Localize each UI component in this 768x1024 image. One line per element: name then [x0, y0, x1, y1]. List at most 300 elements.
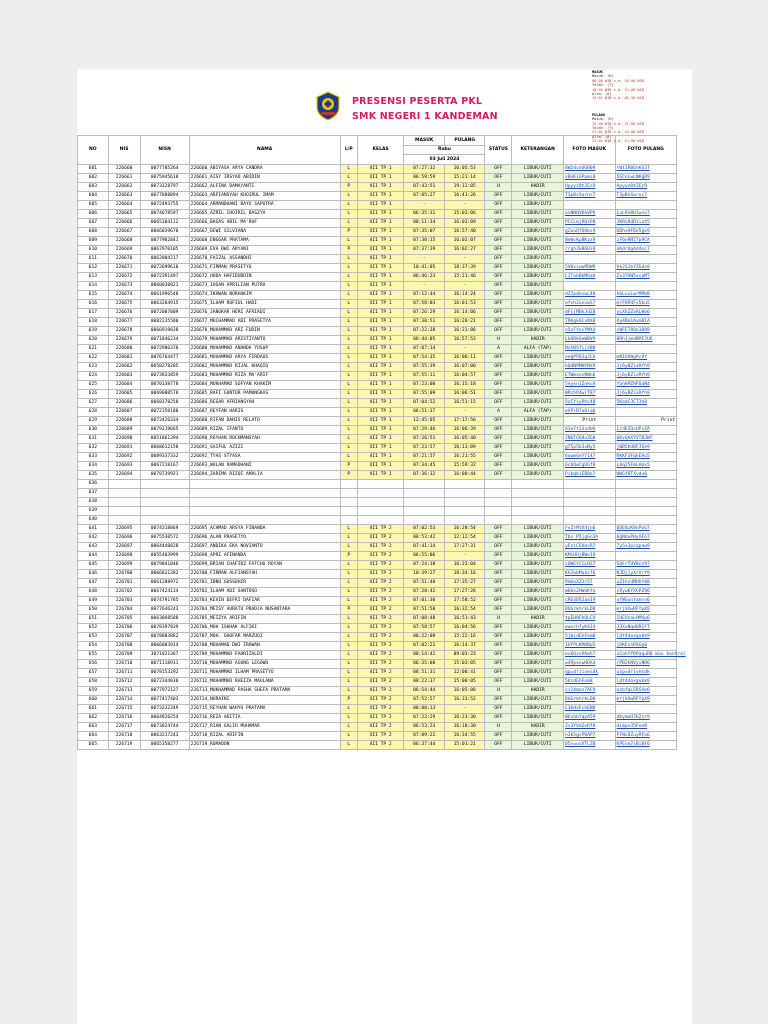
row-time-in: 12:45:05 — [404, 417, 445, 426]
row-keterangan: LIBUR/CUTI — [512, 309, 564, 318]
row-name: 226662_ALFINA DAMAYANTI — [189, 183, 340, 192]
row-name: 226684_MUKHAMAD SOFYAN KHAKIM — [189, 381, 340, 390]
row-gender: L — [340, 534, 357, 543]
row-class: XII TP 1 — [357, 462, 404, 471]
table-row — [78, 300, 677, 309]
row-status — [485, 507, 512, 516]
row-status: OFF — [485, 300, 512, 309]
row-name: 226672_HUDA HAFIDUDDIN — [189, 273, 340, 282]
table-row — [78, 453, 677, 462]
row-photo-in-link[interactable]: xBeKi6Ppms0 — [564, 174, 616, 183]
row-time-in: - — [404, 201, 445, 210]
row-no: 655 — [78, 651, 109, 660]
row-nisn: 0073328797 — [140, 183, 189, 192]
row-photo-out-link[interactable]: L8q25FmLAUx5 — [615, 462, 676, 471]
row-gender: L — [340, 309, 357, 318]
row-no: 620 — [78, 336, 109, 345]
row-photo-in-link[interactable]: 5jbidEhFom8 — [564, 633, 616, 642]
row-class: XII TP 1 — [357, 300, 404, 309]
row-status: OFF — [485, 309, 512, 318]
row-photo-out-link[interactable]: uCohYYDPaquR8 mau kontrol — [615, 651, 676, 660]
row-photo-out-link[interactable]: bKvQAXYVTBJW7 — [615, 435, 676, 444]
row-photo-in-link[interactable]: dZ2pdocwL48 — [564, 291, 616, 300]
row-keterangan: LIBUR/CUTI — [512, 561, 564, 570]
row-photo-out-link[interactable]: usp=drivesdk — [615, 669, 676, 678]
row-photo-out-link[interactable]: uZ1hcdMHht88 — [615, 579, 676, 588]
row-photo-in-link[interactable]: WeWcKpBKzx9 — [564, 237, 616, 246]
row-time-in: 07:28:42 — [404, 588, 445, 597]
row-photo-in-link[interactable]: cR63DS2ao19 — [564, 597, 616, 606]
row-time-in: 07:36:32 — [404, 471, 445, 480]
row-photo-in-link[interactable]: PCCLmjRQsP8 — [564, 219, 616, 228]
row-name: 226713_MUKHAMMAD PASHA SHEFA PRATAMA — [189, 687, 340, 696]
row-gender: L — [340, 273, 357, 282]
row-photo-out-link[interactable]: T3pBzSornc7 — [615, 192, 676, 201]
row-photo-in-link[interactable]: xvNNQVDkVP9 — [564, 210, 616, 219]
row-keterangan: LIBUR/CUTI — [512, 255, 564, 264]
row-nis: 226702 — [108, 588, 140, 597]
legend-line: 13.00 WIB s.d. 21.00 WIB — [592, 121, 644, 126]
row-photo-in-link[interactable]: T3pBzSornc7 — [564, 192, 616, 201]
row-photo-out-link[interactable]: ldf44oxgubk9 — [615, 633, 676, 642]
row-photo-in-link[interactable]: qp=driivesdk — [564, 669, 616, 678]
row-name: 226711_MOHAMMAD ILHAM PRASETYO — [189, 669, 340, 678]
row-nis: 226691 — [108, 444, 140, 453]
row-keterangan: LIBUR/CUTI — [512, 390, 564, 399]
row-photo-in-link[interactable]: afvh2uxxwS7 — [564, 300, 616, 309]
row-status: OFF — [485, 633, 512, 642]
row-class: XII TP 2 — [357, 678, 404, 687]
row-no: 657 — [78, 669, 109, 678]
row-photo-in-link[interactable]: m6be2HWaKfo — [564, 588, 616, 597]
row-status: OFF — [485, 165, 512, 174]
row-photo-out-link[interactable]: KPEsm7sBiBY6 — [615, 741, 676, 750]
row-photo-in-link[interactable]: D5vuusVTLZ8 — [564, 741, 616, 750]
row-no: 638 — [78, 498, 109, 507]
row-photo-in-link[interactable]: 6cbQwCgUGf8 — [564, 462, 616, 471]
row-photo-out-link[interactable]: dbymoH7b2zr9 — [615, 714, 676, 723]
row-name: 226690_ROYHAN ROCHMANSYAH — [189, 435, 340, 444]
row-keterangan: LIBUR/CUTI — [512, 228, 564, 237]
row-no: 603 — [78, 183, 109, 192]
row-photo-in-link[interactable]: 9mUaXZ1r57 — [564, 579, 616, 588]
row-photo-in-link — [564, 480, 616, 489]
row-keterangan: LIBUR/CUTI — [512, 642, 564, 651]
row-no: 646 — [78, 570, 109, 579]
row-photo-out-link[interactable]: mN1bhWgAc8Y — [615, 354, 676, 363]
attendance-sheet — [77, 69, 692, 1024]
row-photo-in-link[interactable]: ewerh7yK4J4 — [564, 624, 616, 633]
row-photo-out-link[interactable]: YonkMZHFQaN4 — [615, 381, 676, 390]
row-no: 611 — [78, 255, 109, 264]
row-nisn: 0068378258 — [140, 399, 189, 408]
row-class: XII TP 2 — [357, 723, 404, 732]
row-nisn: 0058278205 — [140, 363, 189, 372]
row-photo-out-link[interactable]: 5KodC3CT3h8 — [615, 399, 676, 408]
row-photo-in-link[interactable]: DUGrkhrkLD8 — [564, 606, 616, 615]
row-photo-in-link[interactable]: ETWmxxsNNn6 — [564, 372, 616, 381]
table-row — [78, 534, 677, 543]
row-photo-in-link[interactable]: g75p5b3uNy5 — [564, 444, 616, 453]
row-no: 639 — [78, 507, 109, 516]
row-photo-out-link[interactable]: xfWGunYamrn6 — [615, 597, 676, 606]
row-photo-in-link[interactable]: TRKgk6CvNX8 — [564, 318, 616, 327]
row-photo-out-link[interactable]: Jj6yBZixRfh9 — [615, 372, 676, 381]
legend-line: Masuk: (H) — [592, 117, 614, 122]
row-photo-out-link[interactable]: zF6nRM27p9CA — [615, 237, 676, 246]
row-class: XII TP 1 — [357, 318, 404, 327]
row-photo-out-link[interactable]: c9yw6YXGPZ96 — [615, 588, 676, 597]
row-time-in: 08:14:42 — [404, 651, 445, 660]
row-name: 226712_MOHAMMAD RHEIZA MAULANA — [189, 678, 340, 687]
row-class: XII TP 1 — [357, 201, 404, 210]
row-name: 226665_AZRIL CHOIRIL BASZYA — [189, 210, 340, 219]
row-photo-out-link[interactable]: Jj6yBZixRfh9 — [615, 390, 676, 399]
row-photo-in-link[interactable]: NzhBSfijzB8 — [564, 345, 616, 354]
row-nisn: 0075530572 — [140, 534, 189, 543]
row-no: 627 — [78, 399, 109, 408]
row-nis: 226678 — [108, 327, 140, 336]
row-nis: 226711 — [108, 669, 140, 678]
row-photo-in-link[interactable]: 5V6xiwwPDW9 — [564, 264, 616, 273]
row-status: OFF — [485, 390, 512, 399]
row-photo-out-link[interactable]: 33XvNqdQRCF7 — [615, 624, 676, 633]
row-status: OFF — [485, 435, 512, 444]
row-keterangan: LIBUR/CUTI — [512, 669, 564, 678]
row-photo-in-link[interactable]: C3bdvFchEN8 — [564, 705, 616, 714]
row-status: OFF — [485, 228, 512, 237]
row-nis: 226703 — [108, 597, 140, 606]
row-nisn: 0063264915 — [140, 300, 189, 309]
row-no: 643 — [78, 543, 109, 552]
row-photo-out-link[interactable]: rPB2kNVyiNR6 — [615, 660, 676, 669]
row-no: 661 — [78, 705, 109, 714]
row-photo-in-link[interactable]: Tbs P5jgGn3A — [564, 534, 616, 543]
row-gender: L — [340, 291, 357, 300]
row-photo-in-link[interactable]: PibqkiEBQo7 — [564, 471, 616, 480]
row-photo-in-link[interactable]: es6QzvPAoh7 — [564, 651, 616, 660]
row-photo-out-link[interactable]: 6qNduPUyXFo7 — [615, 534, 676, 543]
row-photo-in-link[interactable]: w49pxxwHDX4 — [564, 660, 616, 669]
row-photo-in-link[interactable]: LbARkGeWBV9 — [564, 336, 616, 345]
table-row — [78, 165, 677, 174]
row-class: XII TP 1 — [357, 408, 404, 417]
row-photo-out-link[interactable]: 5GCnLwLNKgR9 — [615, 174, 676, 183]
row-status: OFF — [485, 570, 512, 579]
row-time-out: 16:57:40 — [444, 228, 485, 237]
row-photo-out-link[interactable]: BRh1jmdBMFJU6 — [615, 336, 676, 345]
row-photo-out-link[interactable]: rWt1R0GnKS3T — [615, 165, 676, 174]
row-photo-in-link[interactable]: Zv3YVm2eRf8 — [564, 723, 616, 732]
row-keterangan: LIBUR/CUTI — [512, 300, 564, 309]
row-time-in: 07:27:32 — [404, 165, 445, 174]
row-photo-out-link[interactable]: Vk2S1bfZGdz8 — [615, 264, 676, 273]
row-keterangan: LIBUR/CUTI — [512, 174, 564, 183]
row-nis: 226692 — [108, 453, 140, 462]
row-no: 612 — [78, 264, 109, 273]
row-no: 614 — [78, 282, 109, 291]
row-time-in: 06:35:08 — [404, 660, 445, 669]
row-time-in: 07:26:51 — [404, 435, 445, 444]
row-name: 226702_ILHAM ADI SANTOSO — [189, 588, 340, 597]
row-no: 653 — [78, 633, 109, 642]
row-time-out: 16:07:00 — [444, 363, 485, 372]
row-photo-in-link[interactable]: rrghJkBGHi8 — [564, 246, 616, 255]
row-photo-in-link[interactable]: Hpyyz8t2Ec9 — [564, 183, 616, 192]
row-name: 226707_MOH. GHOFAR MARZUQI — [189, 633, 340, 642]
table-row — [78, 345, 677, 354]
row-photo-in-link[interactable]: gZuuQfQUbs9 — [564, 228, 616, 237]
row-photo-in-link[interactable]: 1UfPLKMUBp5 — [564, 642, 616, 651]
row-no: 623 — [78, 363, 109, 372]
row-photo-out-link[interactable]: FFNs8ZuyRFo6 — [615, 732, 676, 741]
row-nisn: 0073833859 — [140, 372, 189, 381]
row-photo-in-link[interactable]: W6sbbYqpA59 — [564, 714, 616, 723]
row-nisn: 0063217243 — [140, 732, 189, 741]
row-nisn: 0074318869 — [140, 525, 189, 534]
row-photo-in-link[interactable]: JN6TGG9vZG8 — [564, 435, 616, 444]
row-photo-out-link[interactable]: Hpyyz8t2Ec9 — [615, 183, 676, 192]
table-row — [78, 498, 677, 507]
row-class: XII TP 1 — [357, 390, 404, 399]
row-no: 602 — [78, 174, 109, 183]
row-gender: P — [340, 183, 357, 192]
row-photo-out-link[interactable]: RKKF3FqhEAu5 — [615, 453, 676, 462]
row-nisn: 0075945618 — [140, 174, 189, 183]
row-nis: 226674 — [108, 291, 140, 300]
row-keterangan: LIBUR/CUTI — [512, 246, 564, 255]
row-keterangan: LIBUR/CUTI — [512, 444, 564, 453]
row-gender: L — [340, 579, 357, 588]
row-class: XII TP 1 — [357, 255, 404, 264]
row-photo-in-link[interactable]: sUWEYCCLRZ7 — [564, 561, 616, 570]
row-photo-in-link[interactable]: yFziCEHacR7 — [564, 543, 616, 552]
table-row — [78, 255, 677, 264]
row-status: OFF — [485, 273, 512, 282]
row-class — [357, 507, 404, 516]
row-photo-in-link[interactable]: X1e7t33sdUA — [564, 426, 616, 435]
row-status: OFF — [485, 588, 512, 597]
row-gender: L — [340, 318, 357, 327]
row-photo-out-link[interactable]: IrdEZQcUPsZA — [615, 426, 676, 435]
row-gender — [340, 507, 357, 516]
row-photo-in-link[interactable]: Kh2wbMuasf6 — [564, 570, 616, 579]
row-nisn: 0072986370 — [140, 345, 189, 354]
row-photo-out-link[interactable]: jWB5hUBFJGk9 — [615, 444, 676, 453]
row-photo-in-link[interactable]: e5zFYeiYMX4 — [564, 327, 616, 336]
row-keterangan: LIBUR/CUTI — [512, 327, 564, 336]
row-keterangan: LIBUR/CUTI — [512, 552, 564, 561]
table-row — [78, 633, 677, 642]
row-gender: L — [340, 255, 357, 264]
row-name: 226692_TYAS STYASA — [189, 453, 340, 462]
row-photo-out-link[interactable]: mrjVXwRFYpX9 — [615, 606, 676, 615]
row-keterangan: LIBUR/CUTI — [512, 525, 564, 534]
row-class: XII TP 1 — [357, 426, 404, 435]
row-photo-out-link[interactable]: NJDjjyXrVrY9 — [615, 570, 676, 579]
row-photo-out-link[interactable]: bDE8zK8nPoG7 — [615, 525, 676, 534]
row-nis: 226666 — [108, 219, 140, 228]
row-photo-out-link[interactable]: dLmpv35Fee8 — [615, 723, 676, 732]
row-photo-in-link[interactable]: FvZrMtX4jn6 — [564, 525, 616, 534]
row-nisn: 0064440828 — [140, 543, 189, 552]
row-photo-out-link[interactable]: LuLRnBU1wvo7 — [615, 210, 676, 219]
row-photo-in-link[interactable]: LJTobBbMGaA — [564, 273, 616, 282]
row-photo-out-link[interactable]: 7y5s3pcqpaw9 — [615, 543, 676, 552]
row-time-out: - — [444, 552, 485, 561]
row-photo-in-link[interactable]: DUGrkhrkLD8 — [564, 696, 616, 705]
row-nis: 226710 — [108, 660, 140, 669]
row-nisn: 0065358277 — [140, 741, 189, 750]
row-photo-out-link[interactable]: cWFF78Qo1B89 — [615, 327, 676, 336]
row-time-in: 06:44:05 — [404, 336, 445, 345]
row-photo-in-link[interactable]: 5bidEhFom8 — [564, 678, 616, 687]
table-row — [78, 309, 677, 318]
row-nis: 226661 — [108, 174, 140, 183]
row-photo-in-link[interactable]: n3k5gcP6AP7 — [564, 732, 616, 741]
row-status: OFF — [485, 201, 512, 210]
row-photo-out-link[interactable]: nKdrUgAd4nc7 — [615, 246, 676, 255]
row-nis: 226694 — [108, 471, 140, 480]
row-class: XII TP 2 — [357, 606, 404, 615]
row-class — [357, 498, 404, 507]
row-nisn — [140, 489, 189, 498]
row-time-out: 16:14:24 — [444, 291, 485, 300]
row-nis: 226667 — [108, 228, 140, 237]
row-photo-in-link[interactable]: 5eyxn1ZnkcA — [564, 381, 616, 390]
row-photo-in-link[interactable]: KMiUUjBWx19 — [564, 552, 616, 561]
row-nis: 226675 — [108, 300, 140, 309]
legend-line: Telat: (T) — [592, 126, 614, 131]
row-photo-out-link[interactable]: jDKEcoRXGp8 — [615, 642, 676, 651]
row-photo-out-link[interactable]: DDhvHFBe5gv9 — [615, 228, 676, 237]
row-photo-in-link[interactable]: 6uwmGeYY147 — [564, 453, 616, 462]
row-photo-in-link[interactable]: bQdN9MHFNX9 — [564, 363, 616, 372]
row-photo-out-link[interactable]: hbLuuiwrMRU8 — [615, 291, 676, 300]
row-gender: L — [340, 651, 357, 660]
row-name: 226676_JANGKAR HERI AFRIADI — [189, 309, 340, 318]
row-gender: L — [340, 210, 357, 219]
row-name: 226710_MOHAMMAD AGUNG LEGOWO — [189, 660, 340, 669]
table-row — [78, 201, 677, 210]
row-name: 226682_MUHAMMAD RIJAL KHAQIQ — [189, 363, 340, 372]
row-time-out: - — [444, 705, 485, 714]
row-photo-out-link[interactable]: Zx37UW5vsaM7 — [615, 273, 676, 282]
table-row — [78, 525, 677, 534]
row-time-out: 16:32:54 — [444, 606, 485, 615]
row-nisn: 0067218167 — [140, 462, 189, 471]
row-photo-in-link[interactable]: ci24mez7AF9 — [564, 687, 616, 696]
table-row — [78, 462, 677, 471]
row-photo-out-link — [615, 498, 676, 507]
row-gender: L — [340, 381, 357, 390]
row-photo-out-link[interactable]: Xu4Rm1AxmB1A — [615, 318, 676, 327]
row-class: XII TP 2 — [357, 714, 404, 723]
row-photo-out-link[interactable]: IHEUsoLHMXp6 — [615, 615, 676, 624]
row-time-out: 16:15:18 — [444, 381, 485, 390]
row-class: XII TP 1 — [357, 246, 404, 255]
row-time-in — [404, 489, 445, 498]
row-nisn: 0066831382 — [140, 570, 189, 579]
row-class: XII TP 1 — [357, 291, 404, 300]
row-gender: L — [340, 426, 357, 435]
row-photo-in-link[interactable]: eeqPF8JqJCA — [564, 354, 616, 363]
row-photo-out-link[interactable]: WWGfBTXvdx6 — [615, 471, 676, 480]
row-gender — [340, 516, 357, 525]
row-name: 226695_ACHMAD ARSYA FINANDA — [189, 525, 340, 534]
row-photo-out-link[interactable]: yLXhZZoALWo6 — [615, 309, 676, 318]
row-photo-out-link[interactable]: mrF894Fx5bu5 — [615, 300, 676, 309]
row-photo-in-link[interactable]: WRzhP4wiT87 — [564, 390, 616, 399]
row-gender: L — [340, 264, 357, 273]
row-photo-in-link[interactable]: dFcjMBkJd28 — [564, 309, 616, 318]
row-time-in: 06:37:44 — [404, 741, 445, 750]
row-photo-out-link[interactable]: mrjVXwRFYpX9 — [615, 696, 676, 705]
table-row — [78, 732, 677, 741]
row-status: OFF — [485, 678, 512, 687]
row-keterangan: LIBUR/CUTI — [512, 741, 564, 750]
row-time-in: 10:41:05 — [404, 264, 445, 273]
row-nis: 226671 — [108, 264, 140, 273]
row-time-in: 07:05:27 — [404, 192, 445, 201]
row-photo-in-link[interactable]: eVPiB7a6iqb — [564, 408, 616, 417]
table-row — [78, 183, 677, 192]
table-row — [78, 705, 677, 714]
row-photo-in-link[interactable]: 5xCYiyPhc48 — [564, 399, 616, 408]
row-keterangan: LIBUR/CUTI — [512, 579, 564, 588]
row-time-out: 16:06:11 — [444, 354, 485, 363]
row-nis: 226669 — [108, 246, 140, 255]
row-no: 621 — [78, 345, 109, 354]
row-status — [485, 516, 512, 525]
row-status: H — [485, 687, 512, 696]
row-no: 649 — [78, 597, 109, 606]
row-no: 642 — [78, 534, 109, 543]
row-class: XII TP 1 — [357, 219, 404, 228]
row-photo-out-link[interactable]: ldf44oxgubk9 — [615, 678, 676, 687]
row-gender: L — [340, 201, 357, 210]
row-photo-out-link[interactable]: SQFrTUVBcz97 — [615, 561, 676, 570]
row-photo-in-link[interactable]: 8W2dceUGH09 — [564, 165, 616, 174]
table-row — [78, 561, 677, 570]
row-keterangan: LIBUR/CUTI — [512, 201, 564, 210]
table-row — [78, 480, 677, 489]
row-time-in: 06:51:37 — [404, 408, 445, 417]
row-status: OFF — [485, 597, 512, 606]
row-status: OFF — [485, 543, 512, 552]
row-name: 226719_ROMADON — [189, 741, 340, 750]
row-photo-out-link[interactable]: Jj6yBZixRfh9 — [615, 363, 676, 372]
row-name: 226716_REZA ADITIA — [189, 714, 340, 723]
row-time-in: 07:07:14 — [404, 345, 445, 354]
table-row — [78, 417, 677, 426]
row-keterangan: LIBUR/CUTI — [512, 633, 564, 642]
row-photo-out-link[interactable]: JKRsRdD1iut5 — [615, 219, 676, 228]
row-nis: 226704 — [108, 606, 140, 615]
row-keterangan: LIBUR/CUTI — [512, 543, 564, 552]
row-no: 609 — [78, 237, 109, 246]
row-nisn: 0060038821 — [140, 282, 189, 291]
row-no: 605 — [78, 201, 109, 210]
row-nisn: 0073232349 — [140, 705, 189, 714]
row-time-in: 07:02:21 — [404, 642, 445, 651]
row-name: 226700_FIRMAN ALFIANSYAH — [189, 570, 340, 579]
row-photo-in-link[interactable]: tpEH8FhQLC9 — [564, 615, 616, 624]
row-time-out — [444, 498, 485, 507]
row-nis: 226712 — [108, 678, 140, 687]
row-photo-out-link[interactable]: ozbfqLSRS4e6 — [615, 687, 676, 696]
row-status: OFF — [485, 579, 512, 588]
